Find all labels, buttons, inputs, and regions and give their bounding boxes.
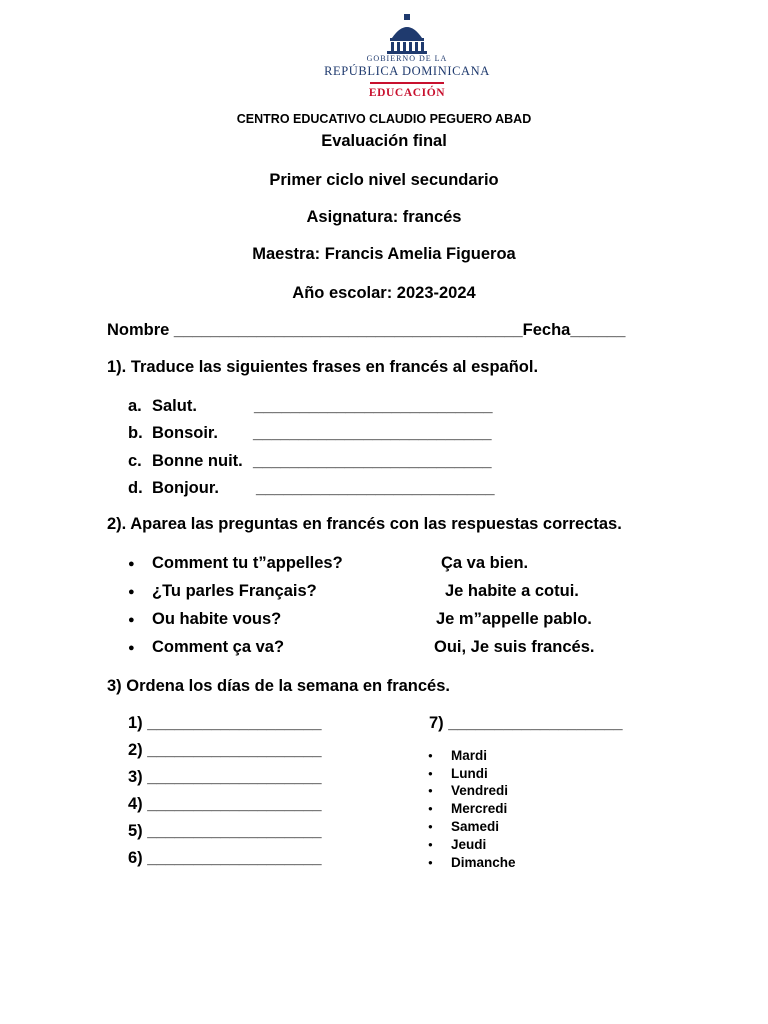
- answer-blank[interactable]: __________________________: [254, 397, 493, 415]
- day-item: Dimanche: [451, 855, 516, 870]
- bullet-icon: ●: [428, 786, 433, 795]
- day-item: Samedi: [451, 819, 500, 834]
- bullet-icon: ●: [128, 642, 135, 654]
- logo-line-republic: REPÚBLICA DOMINICANA: [324, 64, 490, 78]
- order-blank[interactable]: 2) ___________________: [128, 741, 322, 759]
- phrase-text: Bonsoir.: [152, 424, 219, 442]
- day-item: Lundi: [451, 766, 488, 781]
- answer-blank[interactable]: __________________________: [256, 479, 495, 497]
- answer-item: Je habite a cotui.: [445, 582, 579, 600]
- bullet-icon: ●: [428, 769, 433, 778]
- order-blank[interactable]: 7) ___________________: [429, 714, 623, 732]
- ministry-logo: [322, 14, 492, 102]
- order-blank[interactable]: 4) ___________________: [128, 795, 322, 813]
- capitol-dome-icon: [384, 14, 430, 54]
- bullet-icon: ●: [428, 858, 433, 867]
- school-year-label: Año escolar: 2023-2024: [292, 284, 476, 302]
- bullet-icon: ●: [428, 751, 433, 760]
- answer-blank[interactable]: __________________________: [253, 424, 492, 442]
- bullet-icon: ●: [428, 822, 433, 831]
- day-item: Vendredi: [451, 783, 509, 798]
- answer-item: Je m”appelle pablo.: [436, 610, 592, 628]
- answer-blank[interactable]: __________________________: [253, 452, 492, 470]
- list-item-marker: d.: [128, 479, 143, 497]
- section1-title: 1). Traduce las siguientes frases en francés al español.: [107, 358, 539, 376]
- question-item: Ou habite vous?: [152, 610, 282, 628]
- question-item: Comment tu t”appelles?: [152, 554, 343, 572]
- day-item: Mardi: [451, 748, 488, 763]
- order-blank[interactable]: 5) ___________________: [128, 822, 322, 840]
- question-item: Comment ça va?: [152, 638, 285, 656]
- bullet-icon: ●: [128, 558, 135, 570]
- teacher-label: Maestra: Francis Amelia Figueroa: [252, 245, 516, 263]
- answer-item: Ça va bien.: [441, 554, 529, 572]
- day-item: Mercredi: [451, 801, 508, 816]
- phrase-text: Bonjour.: [152, 479, 219, 497]
- order-blank[interactable]: 1) ___________________: [128, 714, 322, 732]
- logo-line-government: GOBIERNO DE LA: [366, 54, 448, 63]
- name-date-line: Nombre ______________________________________Fecha______: [107, 321, 626, 339]
- list-item-marker: c.: [128, 452, 142, 470]
- exam-title: Evaluación final: [321, 132, 447, 150]
- phrase-text: Salut.: [152, 397, 197, 415]
- subject-label: Asignatura: francés: [306, 208, 462, 226]
- order-blank[interactable]: 6) ___________________: [128, 849, 322, 867]
- section2-title: 2). Aparea las preguntas en francés con las respuestas correctas.: [107, 515, 622, 533]
- bullet-icon: ●: [128, 586, 135, 598]
- bullet-icon: ●: [128, 614, 135, 626]
- bullet-icon: ●: [428, 804, 433, 813]
- logo-divider: [370, 82, 444, 84]
- cycle-label: Primer ciclo nivel secundario: [269, 171, 499, 189]
- bullet-icon: ●: [428, 840, 433, 849]
- list-item-marker: b.: [128, 424, 143, 442]
- section3-title: 3) Ordena los días de la semana en francés.: [107, 677, 450, 695]
- school-name: CENTRO EDUCATIVO CLAUDIO PEGUERO ABAD: [236, 112, 532, 126]
- list-item-marker: a.: [128, 397, 142, 415]
- answer-item: Oui, Je suis francés.: [434, 638, 595, 656]
- phrase-text: Bonne nuit.: [152, 452, 243, 470]
- order-blank[interactable]: 3) ___________________: [128, 768, 322, 786]
- day-item: Jeudi: [451, 837, 487, 852]
- logo-line-education: EDUCACIÓN: [368, 87, 446, 99]
- question-item: ¿Tu parles Français?: [152, 582, 317, 600]
